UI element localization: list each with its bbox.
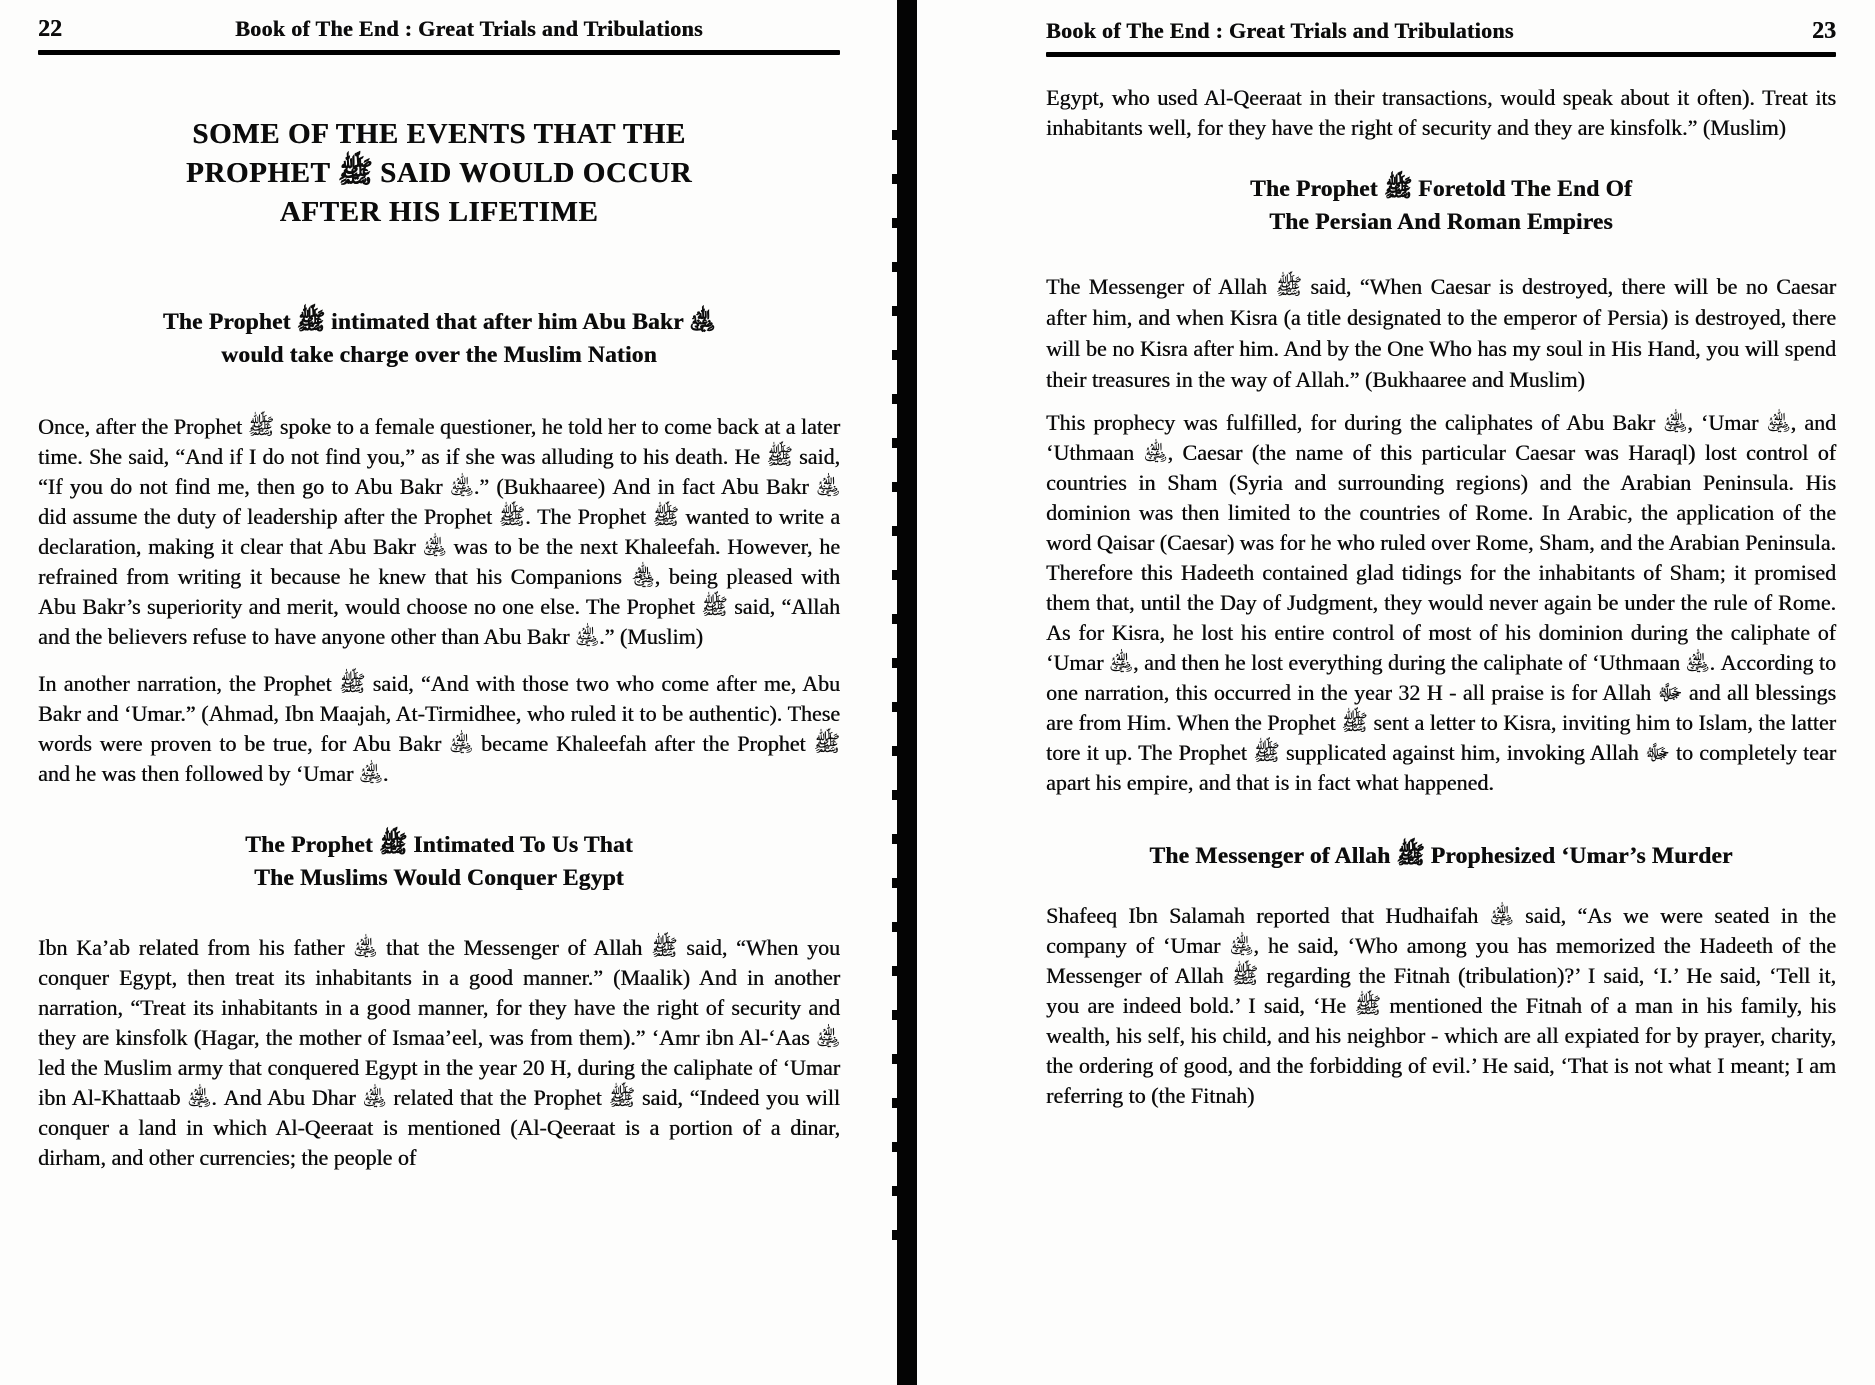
right-running-title: Book of The End : Great Trials and Tribulations xyxy=(1046,18,1514,43)
left-header-rule xyxy=(38,50,840,55)
body-paragraph: In another narration, the Prophet ﷺ said, “And with those two who come after me, Abu Bakr and ‘Umar.” (Ahmad, Ibn Maajah, At-Tirmidhee, who ruled it to be authentic). These words were proven to be true, for Abu Bakr ﵁ became Khaleefah after the Prophet ﷺ and he was then followed by ‘Umar ﵁. xyxy=(38,671,841,786)
body-paragraph: The Messenger of Allah ﷺ said, “When Caesar is destroyed, there will be no Caesar after him, and when Kisra (a title designated to the emperor of Persia) is destroyed, there will be no Kisra after him. And by the One Who has my soul in His Hand, you will spend their treasures in the way of Allah.” (Bukhaaree and Muslim) xyxy=(1046,274,1837,392)
section-heading-umars-murder xyxy=(1046,840,1836,873)
section-heading-line: would take charge over the Muslim Nation xyxy=(221,342,657,368)
body-paragraph: Shafeeq Ibn Salamah reported that Hudhaifah ﵁ said, “As we were seated in the company of ‘Umar ﵁, he said, ‘Who among you has memorized the Hadeeth of the Messenger of Allah ﷺ regarding the Fitnah (tribulation)?’ I said, ‘I.’ He said, ‘Tell it, you are indeed bold.’ I said, ‘He ﷺ mentioned the Fitnah of a man in his family, his wealth, his self, his child, and his neighbor - which are all expiated for by prayer, charity, the ordering of good, and the forbidding of evil.’ He said, ‘That is not what I meant; I am referring to (the Fitnah) xyxy=(1046,903,1837,1108)
section-heading-line: The Prophet ﷺ intimated that after him Abu Bakr ﵁ xyxy=(162,309,716,335)
continuation-paragraph: Egypt, who used Al-Qeeraat in their transactions, would speak about it often). Treat its inhabitants well, for they have the right of security and they are kinsfolk.” (Muslim) xyxy=(1046,85,1836,140)
right-page-number: 23 xyxy=(1812,18,1836,44)
right-header-rule xyxy=(1046,52,1836,57)
section-heading-conquer-egypt xyxy=(38,829,840,895)
body-paragraph: Once, after the Prophet ﷺ spoke to a female questioner, he told her to come back at a later time. She said, “And if I do not find you,” as if she was alluding to his death. He ﷺ said, “If you do not find me, then go to Abu Bakr ﵁.” (Bukhaaree) And in fact Abu Bakr ﵁ did assume the duty of leadership after the Prophet ﷺ. The Prophet ﷺ wanted to write a declaration, making it clear that Abu Bakr ﵁ was to be the next Khaleefah. However, he refrained from writing it because he knew that his Companions ﵃, being pleased with Abu Bakr’s superiority and merit, would choose no one else. The Prophet ﷺ said, “Allah and the believers refuse to have anyone other than Abu Bakr ﵁.” (Muslim) xyxy=(38,414,840,649)
section-heading-line: The Prophet ﷺ Intimated To Us That xyxy=(245,832,633,858)
body-paragraph: Ibn Ka’ab related from his father ﵁ that the Messenger of Allah ﷺ said, “When you conquer Egypt, then treat its inhabitants in a good manner.” (Maalik) And in another narration, “Treat its inhabitants in a good manner, for they have the right of security and they are kinsfolk (Hagar, the mother of Ismaa’eel, was from them).” ‘Amr ibn Al-‘Aas ﵁ led the Muslim army that conquered Egypt in the year 20 H, during the caliphate of ‘Umar ibn Al-Khattaab ﵁. And Abu Dhar ﵁ related that the Prophet ﷺ said, “Indeed you will conquer a land in which Al-Qeeraat is mentioned (Al-Qeeraat is a portion of a dinar, dirham, and other currencies; the people of xyxy=(38,935,840,1170)
chapter-title-line: AFTER HIS LIFETIME xyxy=(279,196,599,228)
left-page-number: 22 xyxy=(38,16,62,42)
left-running-title: Book of The End : Great Trials and Tribulations xyxy=(235,16,703,41)
section-heading-line: The Messenger of Allah ﷺ Prophesized ‘Umar’s Murder xyxy=(1149,843,1733,869)
chapter-title-line: SOME OF THE EVENTS THAT THE xyxy=(192,118,686,150)
left-page-header xyxy=(38,16,840,43)
gutter-shadow xyxy=(897,0,917,1385)
section-heading-line: The Persian And Roman Empires xyxy=(1269,209,1613,235)
chapter-title-line: PROPHET ﷺ SAID WOULD OCCUR xyxy=(186,157,692,189)
body-paragraph: This prophecy was fulfilled, for during the caliphates of Abu Bakr ﵁, ‘Umar ﵁, and ‘Uthmaan ﵁, Caesar (the name of this particular Caesar was Haraql) lost control of countries in Sham (Syria and surrounding regions) and the Arabian Peninsula. His dominion was then limited to the countries of Rome. In Arabic, the application of the word Qaisar (Caesar) was for he who ruled over Rome, Sham, and the Arabian Peninsula. Therefore this Hadeeth contained glad tidings for the inhabitants of Sham; it promised them that, until the Day of Judgment, they would never again be under the rule of Rome. As for Kisra, he lost his entire control of most of his dominion during the caliphate of ‘Umar ﵁, and then he lost everything during the caliphate of ‘Uthmaan ﵁. According to one narration, this occurred in the year 32 H - all praise is for Allah ﷻ and all blessings are from Him. When the Prophet ﷺ sent a letter to Kisra, inviting him to Islam, the latter tore it up. The Prophet ﷺ supplicated against him, invoking Allah ﷻ to completely tear apart his empire, and that is in fact what happened. xyxy=(1046,410,1837,795)
section-heading-line: The Prophet ﷺ Foretold The End Of xyxy=(1250,176,1632,202)
section-heading-persian-roman-empires xyxy=(1046,173,1836,239)
section-heading-abu-bakr xyxy=(38,306,840,372)
right-page xyxy=(1046,18,1836,1111)
left-page xyxy=(38,16,840,1173)
chapter-title xyxy=(38,115,840,232)
section-heading-line: The Muslims Would Conquer Egypt xyxy=(254,865,624,891)
right-page-header xyxy=(1046,18,1836,45)
